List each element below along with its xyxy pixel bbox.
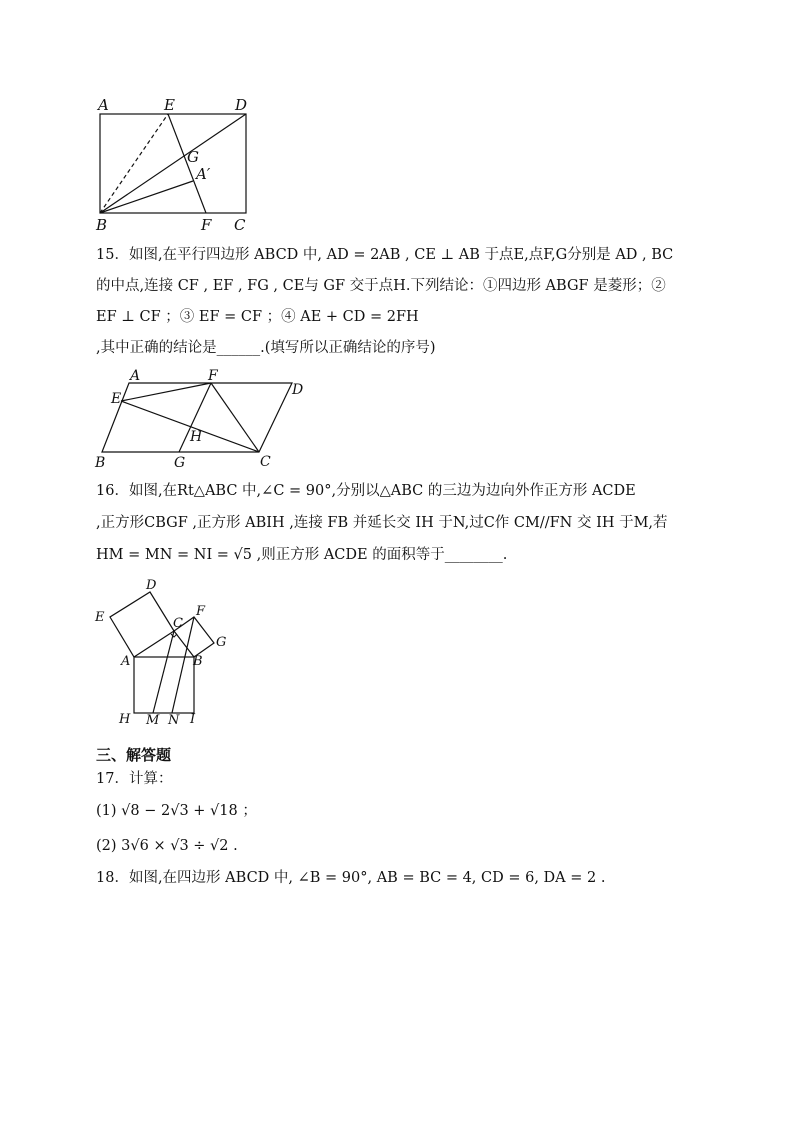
q16-line-3: HM = MN = NI = √5 ,则正方形 ACDE 的面积等于________. — [96, 547, 508, 563]
label-e: E — [95, 610, 105, 625]
label-b: B — [95, 455, 106, 471]
square-abih — [134, 657, 194, 713]
label-e: E — [164, 96, 175, 114]
label-d: D — [146, 578, 157, 593]
q17-part-1: (1) √8 − 2√3 + √18 ； — [96, 803, 257, 819]
square-acde — [110, 592, 174, 657]
label-a: A — [130, 368, 141, 384]
label-c: C — [260, 454, 271, 470]
label-m: M — [146, 713, 160, 728]
label-a-prime: A′ — [196, 165, 211, 183]
label-c: C — [173, 616, 183, 631]
label-f: F — [201, 216, 212, 234]
line-fn — [172, 617, 194, 713]
label-h: H — [190, 429, 203, 445]
q16-line-1: 16．如图,在Rt△ABC 中,∠C = 90°,分别以△ABC 的三边为边向外作正方形 ACDE — [96, 483, 636, 499]
label-i: I — [190, 712, 196, 727]
label-a: A — [121, 654, 131, 669]
label-h: H — [119, 712, 131, 727]
q18-text: 18．如图,在四边形 ABCD 中, ∠B = 90°, AB = BC = 4, CD = 6, DA = 2 . — [96, 870, 606, 886]
label-d: D — [235, 96, 248, 114]
label-g: G — [187, 148, 199, 166]
label-g: G — [174, 455, 186, 471]
section-heading: 三、解答题 — [96, 746, 172, 764]
label-f: F — [208, 368, 218, 384]
label-b: B — [96, 216, 108, 234]
label-d: D — [292, 382, 304, 398]
label-c: C — [234, 216, 246, 234]
right-angle-mark — [171, 634, 177, 637]
q15-line-4: ,其中正确的结论是______.(填写所以正确结论的序号) — [96, 340, 436, 356]
q17-part-2: (2) 3√6 × √3 ÷ √2 . — [96, 838, 238, 854]
label-n: N — [168, 713, 180, 728]
q15-line-2: 的中点,连接 CF , EF , FG , CE与 GF 交于点H.下列结论：①四边形 ABGF 是菱形；② — [96, 278, 666, 294]
q15-line-1: 15．如图,在平行四边形 ABCD 中, AD = 2AB , CE ⊥ AB 于点E,点F,G分别是 AD , BC — [96, 247, 674, 263]
q17-title: 17．计算： — [96, 771, 173, 787]
label-e: E — [111, 391, 122, 407]
label-a: A — [98, 96, 109, 114]
q15-line-3: EF ⊥ CF ；③ EF = CF ；④ AE + CD = 2FH — [96, 309, 419, 325]
label-b: B — [193, 654, 203, 669]
label-f: F — [196, 604, 206, 619]
label-g: G — [216, 635, 227, 650]
q16-line-2: ,正方形CBGF ,正方形 ABIH ,连接 FB 并延长交 IH 于N,过C作 CM//FN 交 IH 于M,若 — [96, 515, 668, 531]
